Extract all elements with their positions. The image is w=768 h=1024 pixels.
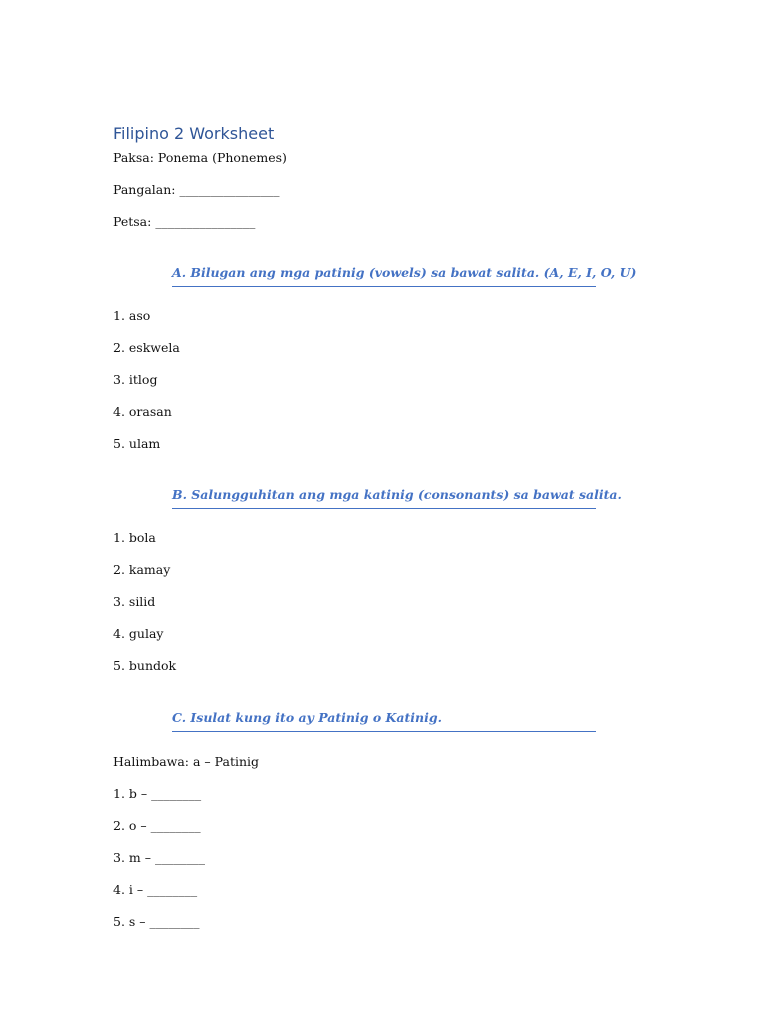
topic-line: Paksa: Ponema (Phonemes): [113, 150, 287, 165]
section-c-item: 3. m – ________: [113, 850, 205, 865]
section-b-heading: B. Salungguhitan ang mga katinig (consonants) sa bawat salita.: [172, 487, 596, 509]
section-b-item: 4. gulay: [113, 626, 164, 641]
section-c-example: Halimbawa: a – Patinig: [113, 754, 260, 769]
section-c-item: 4. i – ________: [113, 882, 198, 897]
section-c-item: 2. o – ________: [113, 818, 201, 833]
section-b-item: 3. silid: [113, 594, 156, 609]
section-c-item: 1. b – ________: [113, 786, 202, 801]
section-b-item: 5. bundok: [113, 658, 177, 673]
section-a-item: 2. eskwela: [113, 340, 180, 355]
section-a-item: 4. orasan: [113, 404, 172, 419]
section-a-item: 3. itlog: [113, 372, 158, 387]
section-c-heading: C. Isulat kung ito ay Patinig o Katinig.: [172, 710, 596, 732]
name-field: Pangalan: ________________: [113, 182, 280, 197]
section-a-item: 1. aso: [113, 308, 151, 323]
section-a-item: 5. ulam: [113, 436, 161, 451]
section-c-item: 5. s – ________: [113, 914, 200, 929]
section-b-item: 1. bola: [113, 530, 156, 545]
date-field: Petsa: ________________: [113, 214, 256, 229]
worksheet-title: Filipino 2 Worksheet: [113, 124, 275, 143]
section-a-heading: A. Bilugan ang mga patinig (vowels) sa bawat salita. (A, E, I, O, U): [172, 265, 596, 287]
section-b-item: 2. kamay: [113, 562, 171, 577]
